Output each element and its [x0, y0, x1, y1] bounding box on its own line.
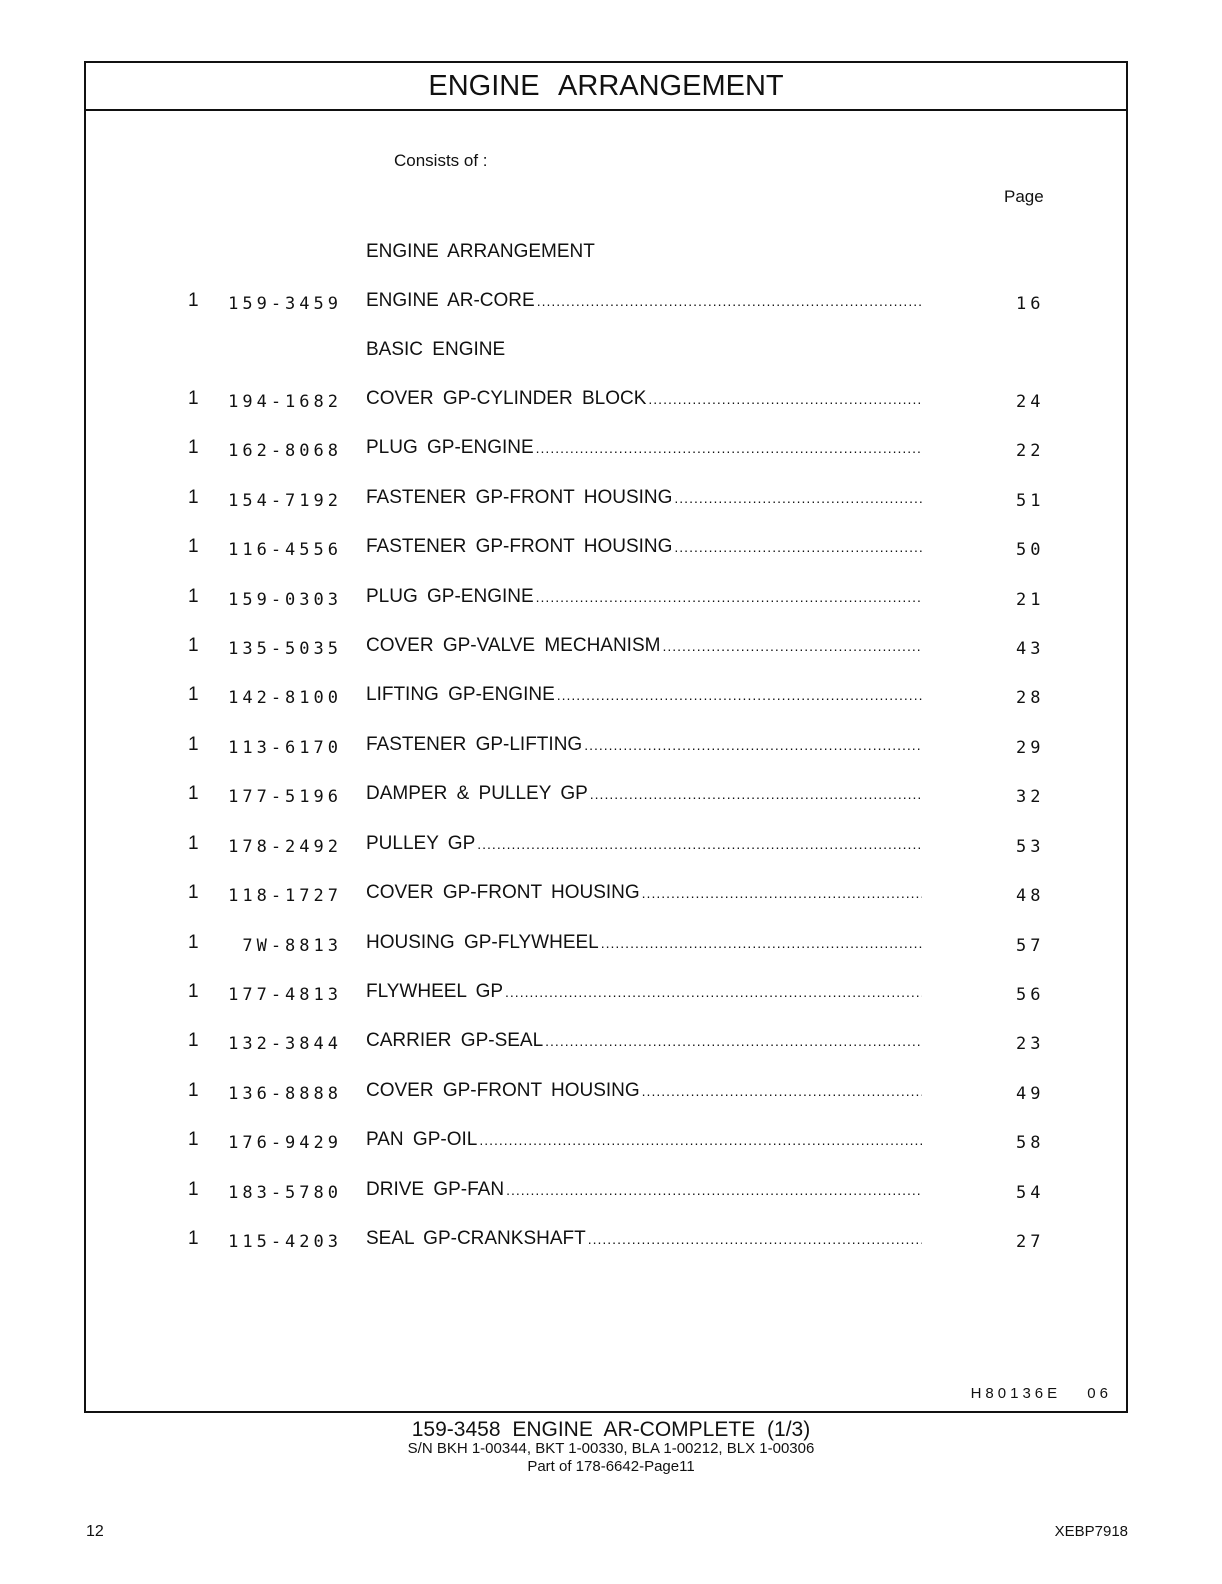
- consists-of-label: Consists of :: [394, 151, 488, 170]
- part-number: 159-0303: [228, 590, 342, 610]
- part-number: 178-2492: [228, 837, 342, 857]
- description: FASTENER GP-FRONT HOUSING .....: [366, 487, 922, 509]
- description: HOUSING GP-FLYWHEEL .....: [366, 932, 922, 954]
- page-reference: 22: [1016, 441, 1045, 461]
- part-number: 132-3844: [228, 1034, 342, 1054]
- part-number: 176-9429: [228, 1133, 342, 1153]
- description: LIFTING GP-ENGINE .....: [366, 684, 922, 706]
- list-item: [86, 833, 1126, 861]
- quantity: 1: [188, 536, 199, 557]
- quantity: 1: [188, 586, 199, 607]
- quantity: 1: [188, 1179, 199, 1200]
- part-number: 115-4203: [228, 1232, 342, 1252]
- quantity: 1: [188, 882, 199, 903]
- page-reference: 48: [1016, 886, 1045, 906]
- part-number: 183-5780: [228, 1183, 342, 1203]
- page-reference: 29: [1016, 738, 1045, 758]
- description: FASTENER GP-LIFTING .....: [366, 734, 922, 756]
- quantity: 1: [188, 981, 199, 1002]
- list-item: [86, 932, 1126, 960]
- quantity: 1: [188, 437, 199, 458]
- description: PULLEY GP .....: [366, 833, 922, 855]
- page-reference: 54: [1016, 1183, 1045, 1203]
- quantity: 1: [188, 635, 199, 656]
- quantity: 1: [188, 290, 199, 311]
- description: PLUG GP-ENGINE .....: [366, 437, 922, 459]
- list-item: [86, 1179, 1126, 1207]
- description: DAMPER & PULLEY GP .....: [366, 783, 922, 805]
- description: CARRIER GP-SEAL .....: [366, 1030, 922, 1052]
- part-number: 116-4556: [228, 540, 342, 560]
- description: DRIVE GP-FAN .....: [366, 1179, 922, 1201]
- footer-part-of: Part of 178-6642-Page11: [527, 1458, 695, 1475]
- quantity: 1: [188, 833, 199, 854]
- quantity: 1: [188, 1228, 199, 1249]
- page-reference: 51: [1016, 491, 1045, 511]
- footer-title: 159-3458 ENGINE AR-COMPLETE (1/3): [411, 1418, 811, 1441]
- list-item: [86, 437, 1126, 465]
- list-item: [86, 388, 1126, 416]
- footer-serials: S/N BKH 1-00344, BKT 1-00330, BLA 1-00212, BLX 1-00306: [407, 1440, 815, 1457]
- quantity: 1: [188, 684, 199, 705]
- illustration-code: H80136E 06: [970, 1385, 1112, 1402]
- part-number: 7W-8813: [242, 936, 342, 956]
- description: COVER GP-FRONT HOUSING .....: [366, 882, 922, 904]
- part-number: 159-3459: [228, 294, 342, 314]
- page-reference: 53: [1016, 837, 1045, 857]
- part-number: 154-7192: [228, 491, 342, 511]
- page-reference: 27: [1016, 1232, 1045, 1252]
- page-reference: 43: [1016, 639, 1045, 659]
- page-reference: 49: [1016, 1084, 1045, 1104]
- part-number: 194-1682: [228, 392, 342, 412]
- quantity: 1: [188, 1080, 199, 1101]
- description: SEAL GP-CRANKSHAFT .....: [366, 1228, 922, 1250]
- part-number: 135-5035: [228, 639, 342, 659]
- quantity: 1: [188, 1129, 199, 1150]
- list-item: [86, 1228, 1126, 1256]
- list-item: [86, 290, 1126, 318]
- page-reference: 32: [1016, 787, 1045, 807]
- quantity: 1: [188, 783, 199, 804]
- document-code: XEBP7918: [1054, 1523, 1128, 1540]
- list-item: [86, 635, 1126, 663]
- quantity: 1: [188, 734, 199, 755]
- page-reference: 56: [1016, 985, 1045, 1005]
- page-reference: 21: [1016, 590, 1045, 610]
- list-item: [86, 882, 1126, 910]
- list-item: [86, 684, 1126, 712]
- quantity: 1: [188, 932, 199, 953]
- list-item: [86, 981, 1126, 1009]
- part-number: 177-4813: [228, 985, 342, 1005]
- list-item: [86, 586, 1126, 614]
- part-number: 177-5196: [228, 787, 342, 807]
- page-reference: 58: [1016, 1133, 1045, 1153]
- list-item: [86, 1080, 1126, 1108]
- quantity: 1: [188, 487, 199, 508]
- section-heading-basic-engine: BASIC ENGINE: [366, 339, 506, 360]
- page-reference: 24: [1016, 392, 1045, 412]
- description: COVER GP-VALVE MECHANISM .....: [366, 635, 922, 657]
- description: PLUG GP-ENGINE .....: [366, 586, 922, 608]
- page-reference: 23: [1016, 1034, 1045, 1054]
- list-item: [86, 1129, 1126, 1157]
- part-number: 118-1727: [228, 886, 342, 906]
- page-reference: 28: [1016, 688, 1045, 708]
- parts-list-frame: [84, 61, 1128, 1413]
- part-number: 113-6170: [228, 738, 342, 758]
- page-title: ENGINE ARRANGEMENT: [86, 63, 1126, 111]
- list-item: [86, 487, 1126, 515]
- description: PAN GP-OIL .....: [366, 1129, 922, 1151]
- quantity: 1: [188, 1030, 199, 1051]
- list-item: [86, 536, 1126, 564]
- list-item: [86, 734, 1126, 762]
- description: COVER GP-FRONT HOUSING .....: [366, 1080, 922, 1102]
- description: ENGINE AR-CORE .....: [366, 290, 922, 312]
- description: COVER GP-CYLINDER BLOCK .....: [366, 388, 922, 410]
- page-column-header: Page: [1004, 187, 1044, 206]
- list-item: [86, 1030, 1126, 1058]
- page-number: 12: [86, 1523, 104, 1540]
- section-heading-engine-arrangement: ENGINE ARRANGEMENT: [366, 241, 595, 262]
- part-number: 142-8100: [228, 688, 342, 708]
- list-item: [86, 783, 1126, 811]
- quantity: 1: [188, 388, 199, 409]
- description: FLYWHEEL GP .....: [366, 981, 922, 1003]
- page-reference: 57: [1016, 936, 1045, 956]
- page-reference: 50: [1016, 540, 1045, 560]
- part-number: 136-8888: [228, 1084, 342, 1104]
- page-reference: 16: [1016, 294, 1045, 314]
- part-number: 162-8068: [228, 441, 342, 461]
- description: FASTENER GP-FRONT HOUSING .....: [366, 536, 922, 558]
